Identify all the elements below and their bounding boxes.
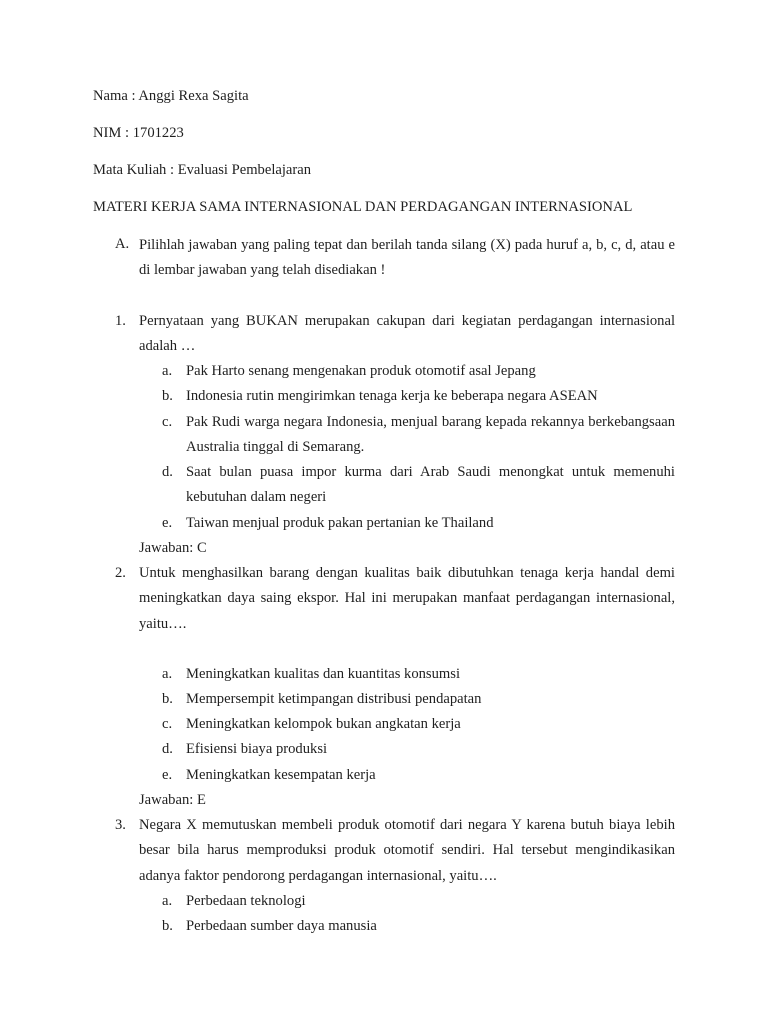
section-instruction: Pilihlah jawaban yang paling tepat dan berilah tanda silang (X) pada huruf a, b, c, d, atau e di lembar jawaban yang telah disediakan ! bbox=[139, 237, 675, 279]
section-letter: A. bbox=[115, 236, 130, 252]
option-text: Meningkatkan kelompok bukan angkatan kerja bbox=[186, 716, 461, 732]
question-number: 2. bbox=[115, 565, 126, 581]
question-text: Pernyataan yang BUKAN merupakan cakupan dari kegiatan perdagangan internasional adalah … bbox=[139, 313, 675, 355]
option-text: Efisiensi biaya produksi bbox=[186, 741, 328, 757]
option-text: Saat bulan puasa impor kurma dari Arab Saudi menongkat untuk memenuhi kebutuhan dalam negeri bbox=[186, 464, 675, 506]
question-number: 3. bbox=[115, 817, 126, 833]
option-letter: a. bbox=[162, 893, 173, 909]
option-letter: c. bbox=[162, 414, 173, 430]
option-text: Meningkatkan kesempatan kerja bbox=[186, 767, 376, 783]
option-text: Pak Harto senang mengenakan produk otomotif asal Jepang bbox=[186, 363, 536, 379]
option-letter: e. bbox=[162, 767, 173, 783]
answer-key: Jawaban: C bbox=[139, 540, 207, 556]
student-nim-line: NIM : 1701223 bbox=[93, 125, 184, 141]
question-text: Negara X memutuskan membeli produk otomotif dari negara Y karena butuh biaya lebih besar bila harus memproduksi produk otomotif sendiri. Hal tersebut mengindikasikan adanya faktor pendorong perdagangan internasional, yaitu…. bbox=[139, 817, 675, 884]
course-line: Mata Kuliah : Evaluasi Pembelajaran bbox=[93, 162, 312, 178]
answer-key: Jawaban: E bbox=[139, 792, 206, 808]
option-letter: a. bbox=[162, 363, 173, 379]
option-letter: b. bbox=[162, 388, 173, 404]
option-letter: e. bbox=[162, 515, 173, 531]
option-text: Mempersempit ketimpangan distribusi pendapatan bbox=[186, 691, 482, 707]
option-text: Meningkatkan kualitas dan kuantitas konsumsi bbox=[186, 666, 460, 682]
option-text: Perbedaan sumber daya manusia bbox=[186, 918, 377, 934]
question-number: 1. bbox=[115, 313, 126, 329]
option-letter: b. bbox=[162, 691, 173, 707]
option-text: Indonesia rutin mengirimkan tenaga kerja ke beberapa negara ASEAN bbox=[186, 388, 598, 404]
option-letter: d. bbox=[162, 464, 173, 480]
student-name-line: Nama : Anggi Rexa Sagita bbox=[93, 88, 249, 104]
option-letter: b. bbox=[162, 918, 173, 934]
option-text: Perbedaan teknologi bbox=[186, 893, 306, 909]
option-letter: a. bbox=[162, 666, 173, 682]
option-letter: d. bbox=[162, 741, 173, 757]
question-text: Untuk menghasilkan barang dengan kualitas baik dibutuhkan tenaga kerja handal demi meningkatkan daya saing ekspor. Hal ini merupakan manfaat perdagangan internasional, yaitu…. bbox=[139, 565, 675, 632]
document-title: MATERI KERJA SAMA INTERNASIONAL DAN PERDAGANGAN INTERNASIONAL bbox=[93, 199, 633, 215]
option-text: Pak Rudi warga negara Indonesia, menjual barang kepada rekannya berkebangsaan Australia tinggal di Semarang. bbox=[186, 414, 675, 456]
option-text: Taiwan menjual produk pakan pertanian ke Thailand bbox=[186, 515, 494, 531]
option-letter: c. bbox=[162, 716, 173, 732]
